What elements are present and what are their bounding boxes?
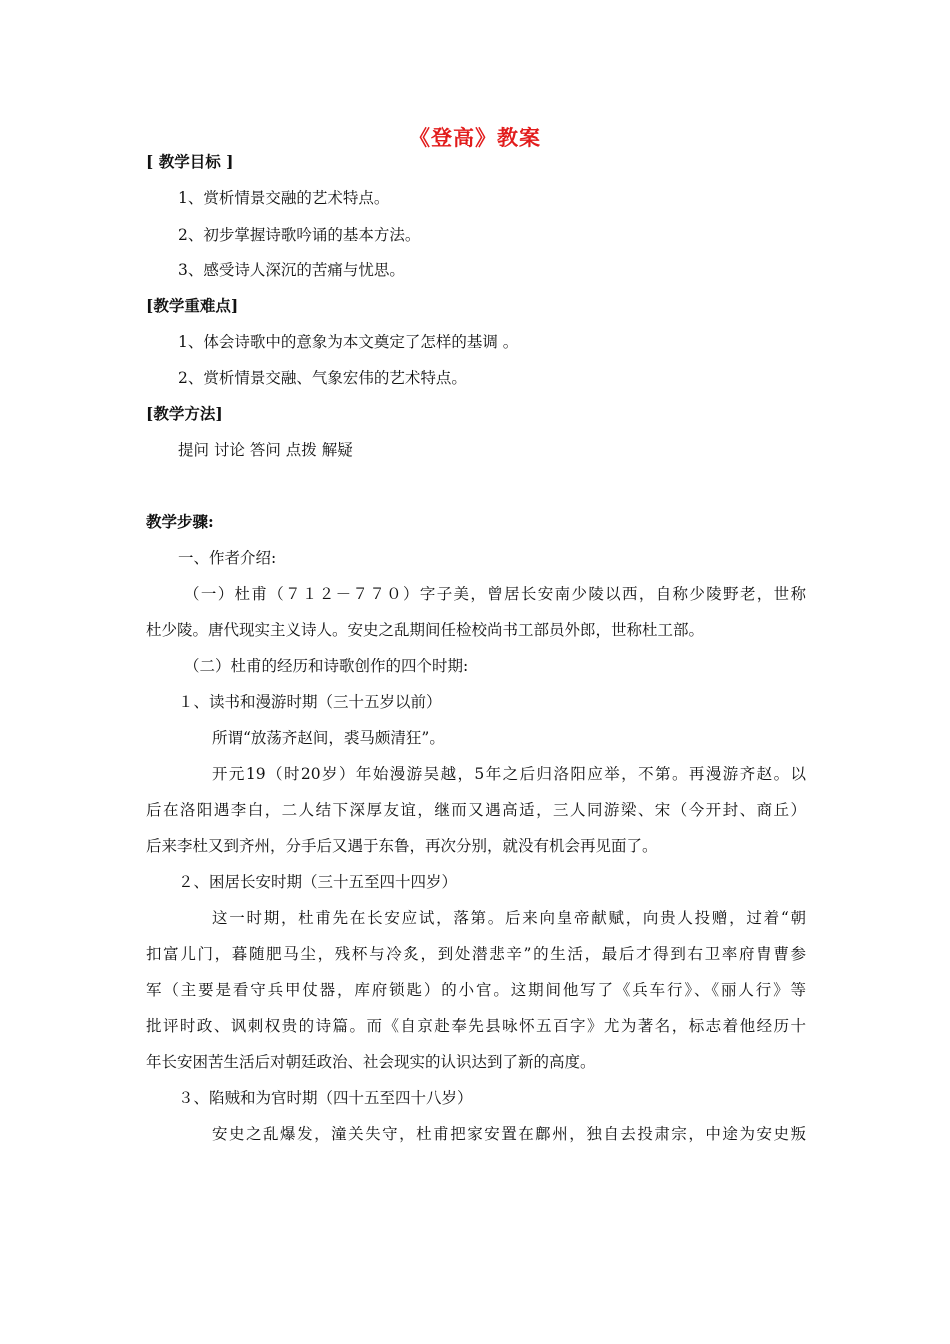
paragraph: 后在洛阳遇李白，二人结下深厚友谊，继而又遇高适，三人同游梁、宋（今开封、商丘） <box>146 801 806 819</box>
key-point-item: 2、赏析情景交融、气象宏伟的艺术特点。 <box>178 369 467 387</box>
paragraph: 扣富儿门，暮随肥马尘，残杯与冷炙，到处潜悲辛”的生活，最后才得到右卫率府胄曹参 <box>146 945 806 963</box>
period-heading: ３、陷贼和为官时期（四十五至四十八岁） <box>178 1089 473 1107</box>
paragraph: 这一时期，杜甫先在长安应试，落第。后来向皇帝献赋，向贵人投赠，过着“朝 <box>212 909 806 927</box>
goal-item: 3、感受诗人深沉的苦痛与忧思。 <box>178 261 405 279</box>
paragraph: 所谓“放荡齐赵间，裘马颇清狂”。 <box>212 729 445 747</box>
paragraph: 一、作者介绍: <box>178 549 277 567</box>
paragraph: （二）杜甫的经历和诗歌创作的四个时期: <box>184 657 469 675</box>
methods-text: 提问 讨论 答问 点拨 解疑 <box>178 441 353 459</box>
paragraph: 安史之乱爆发，潼关失守，杜甫把家安置在鄜州，独自去投肃宗，中途为安史叛 <box>212 1125 806 1143</box>
page-title: 《登高》教案 <box>409 125 541 150</box>
paragraph: （一）杜甫（７１２－７７０）字子美，曾居长安南少陵以西，自称少陵野老，世称 <box>184 585 806 603</box>
paragraph: 开元19（时20岁）年始漫游吴越，5年之后归洛阳应举，不第。再漫游齐赵。以 <box>212 765 806 783</box>
steps-heading: 教学步骤: <box>146 512 214 531</box>
period-heading: １、读书和漫游时期（三十五岁以前） <box>178 693 442 711</box>
paragraph: 杜少陵。唐代现实主义诗人。安史之乱期间任检校尚书工部员外郎，世称杜工部。 <box>146 621 705 639</box>
key-point-item: 1、体会诗歌中的意象为本文奠定了怎样的基调 。 <box>178 333 519 351</box>
paragraph: 后来李杜又到齐州，分手后又遇于东鲁，再次分别，就没有机会再见面了。 <box>146 837 658 855</box>
goals-heading: [ 教学目标 ] <box>146 152 234 171</box>
period-heading: ２、困居长安时期（三十五至四十四岁） <box>178 873 458 891</box>
goal-item: 1、赏析情景交融的艺术特点。 <box>178 189 390 207</box>
paragraph: 军（主要是看守兵甲仗器，库府锁匙）的小官。这期间他写了《兵车行》、《丽人行》等 <box>146 981 806 999</box>
goal-item: 2、初步掌握诗歌吟诵的基本方法。 <box>178 226 421 244</box>
methods-heading: [教学方法] <box>146 404 223 423</box>
paragraph: 年长安困苦生活后对朝廷政治、社会现实的认识达到了新的高度。 <box>146 1053 596 1071</box>
key-points-heading: [教学重难点] <box>146 296 239 315</box>
paragraph: 批评时政、讽刺权贵的诗篇。而《自京赴奉先县咏怀五百字》尤为著名，标志着他经历十 <box>146 1017 806 1035</box>
